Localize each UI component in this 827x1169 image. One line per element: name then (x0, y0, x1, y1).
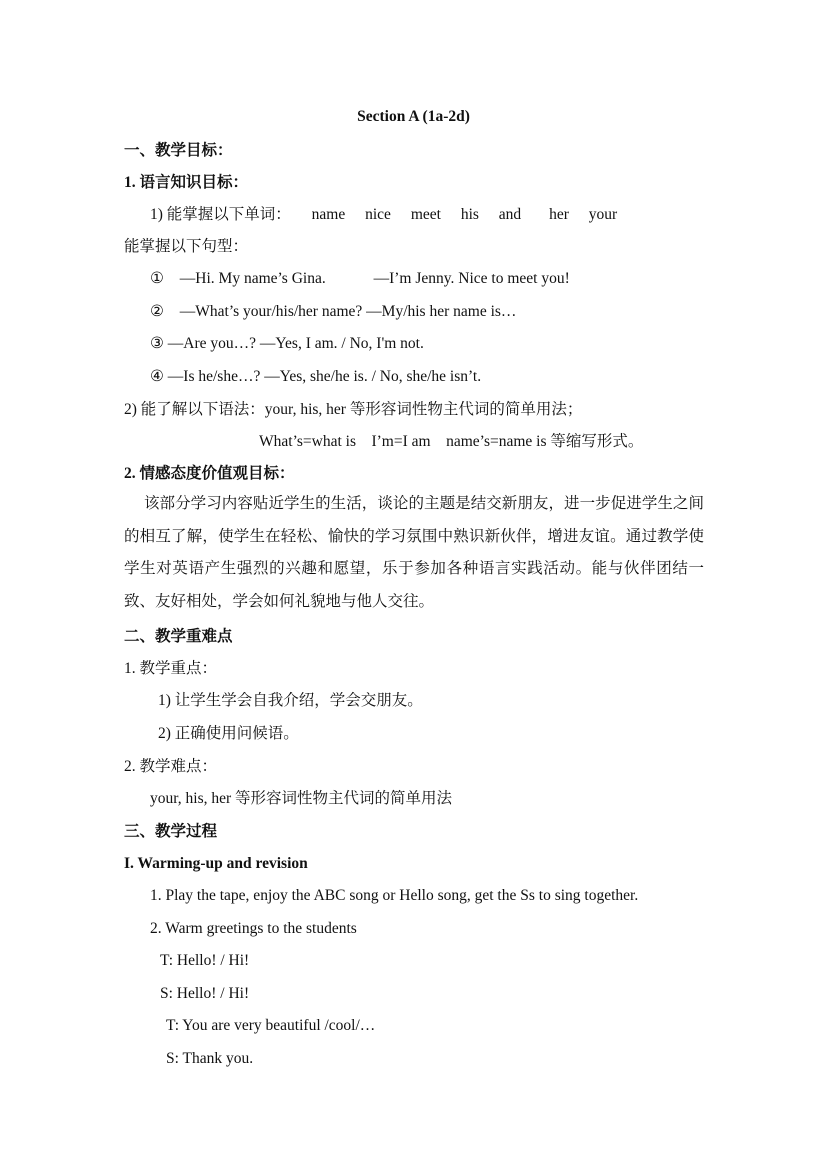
difficulty-title: 2. 教学难点： (124, 758, 218, 775)
key-point-item: 1) 让学生学会自我介绍，学会交朋友。 (158, 692, 423, 709)
pattern-text: —Is he/she…? —Yes, she/he is. / No, she/he isn’t. (167, 368, 482, 385)
vocab-intro: 1) 能掌握以下单词： (150, 206, 291, 223)
step-title-warming-up: I. Warming-up and revision (124, 855, 308, 872)
pattern-item (150, 367, 481, 387)
document-title: Section A (1a-2d) (357, 108, 470, 125)
key-points-title: 1. 教学重点： (124, 660, 218, 677)
pattern-marker: ② (150, 303, 164, 320)
section-heading-goals: 一、教学目标： (124, 142, 233, 159)
difficulty-item: your, his, her 等形容词性物主代词的简单用法 (150, 790, 453, 807)
affective-paragraph: 该部分学习内容贴近学生的生活，谈论的主题是结交新朋友，进一步促进学生之间的相互了解，使学生在轻松、愉快的学习氛围中熟识新伙伴，增进友谊。通过教学使学生对英语产生强烈的兴趣和愿望，乐于参加各种语言实践活动。能与伙伴团结一致、友好相处，学会如何礼貌地与他人交往。 (124, 495, 704, 610)
pattern-text: —What’s your/his/her name? —My/his her name is… (179, 303, 517, 320)
pattern-marker: ① (150, 270, 164, 287)
vocab-word: your (588, 206, 618, 223)
key-point-item: 2) 正确使用问候语。 (158, 725, 299, 742)
vocab-word: meet (410, 206, 441, 223)
pattern-text: —Are you…? —Yes, I am. / No, I'm not. (167, 335, 424, 352)
pattern-marker: ③ (150, 335, 164, 352)
patterns-intro: 能掌握以下句型： (124, 238, 249, 255)
grammar-goal: 2) 能了解以下语法：your, his, her 等形容词性物主代词的简单用法； (124, 401, 583, 418)
pattern-text: —Hi. My name’s Gina. (179, 270, 326, 287)
vocab-word: and (498, 206, 522, 223)
dialogue-line: T: You are very beautiful /cool/… (166, 1017, 376, 1034)
vocab-word: her (549, 206, 569, 223)
vocab-word: his (460, 206, 479, 223)
pattern-item (150, 334, 424, 354)
section-heading-key-points: 二、教学重难点 (124, 628, 233, 645)
subheading-language-goals: 1. 语言知识目标： (124, 174, 249, 191)
process-item: 1. Play the tape, enjoy the ABC song or Hello song, get the Ss to sing together. (150, 887, 639, 904)
pattern-marker: ④ (150, 368, 164, 385)
section-heading-process: 三、教学过程 (124, 823, 218, 840)
dialogue-line: S: Thank you. (166, 1050, 254, 1067)
pattern-item (150, 269, 570, 289)
pattern-item (150, 302, 516, 322)
dialogue-line: S: Hello! / Hi! (160, 985, 250, 1002)
pattern-text: —I’m Jenny. Nice to meet you! (373, 270, 570, 287)
subheading-affective-goals: 2. 情感态度价值观目标： (124, 465, 295, 482)
vocabulary-line (150, 205, 617, 225)
dialogue-line: T: Hello! / Hi! (160, 952, 250, 969)
contractions-line: What’s=what is I’m=I am name’s=name is 等缩写形式。 (259, 433, 644, 450)
vocab-word: nice (365, 206, 391, 223)
vocab-word: name (311, 206, 346, 223)
process-item: 2. Warm greetings to the students (150, 920, 357, 937)
